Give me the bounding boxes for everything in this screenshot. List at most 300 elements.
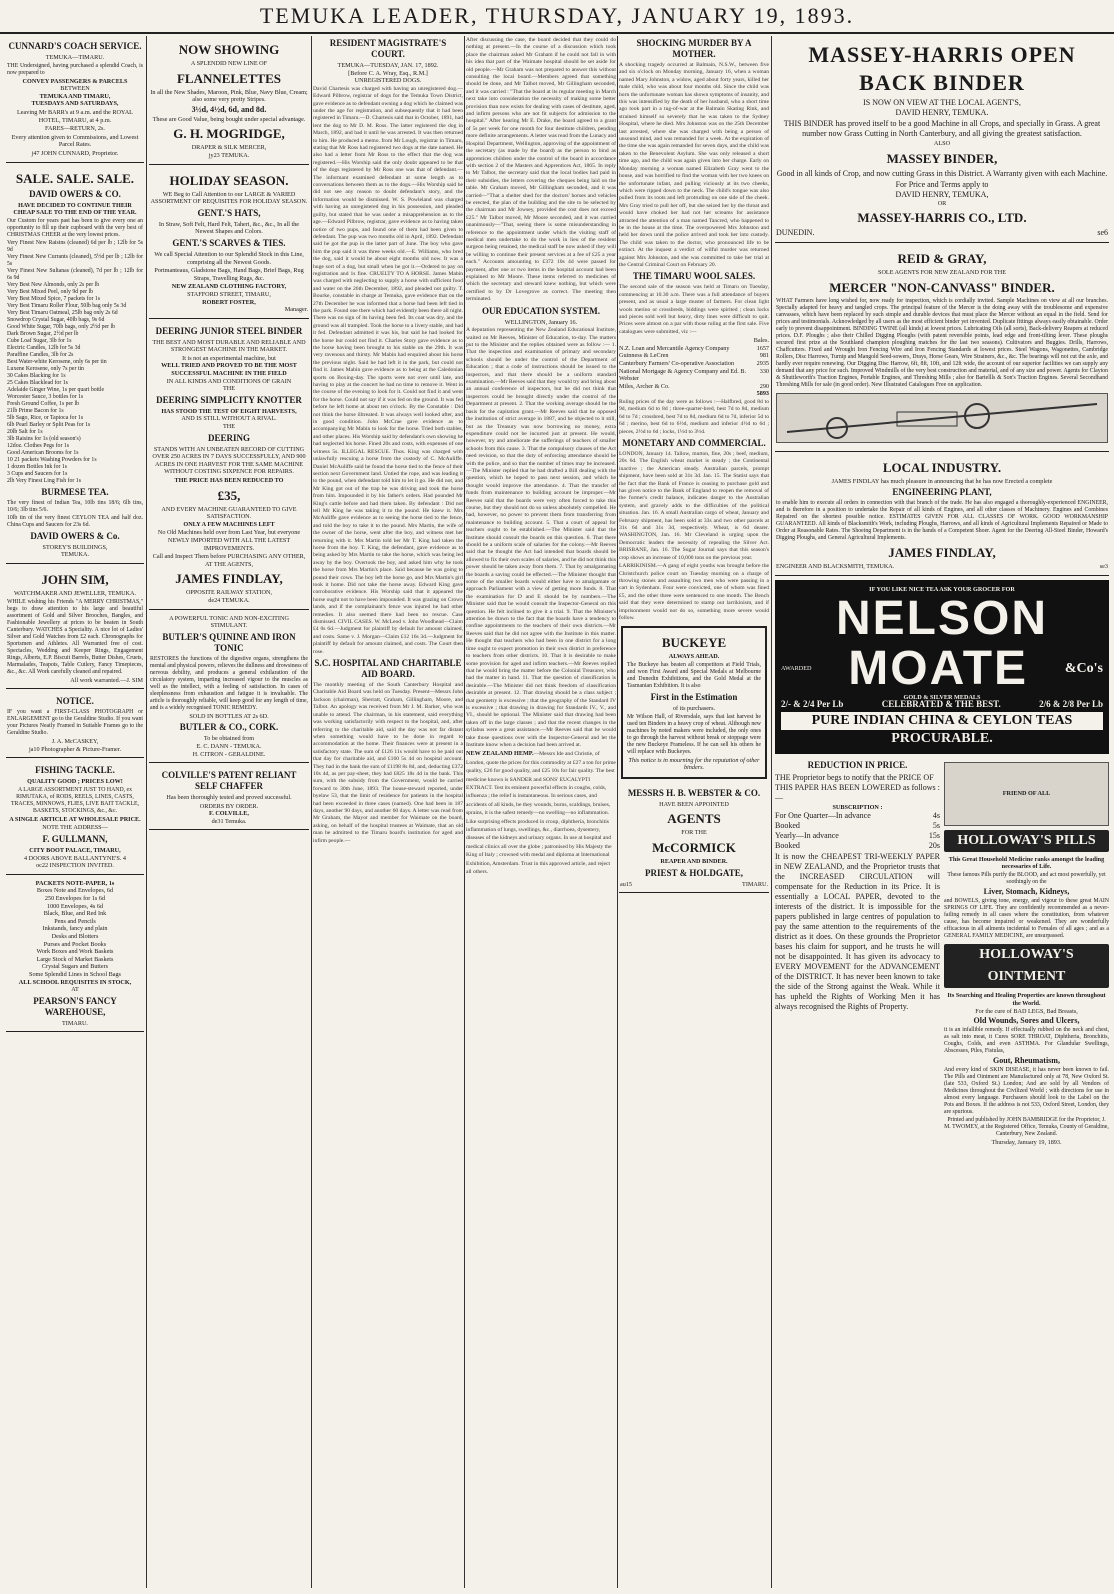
list-item: Pens and Pencils <box>54 917 96 925</box>
list-item: Very Finest New Sultanas (cleaned), 7d per lb ; 12lb for 6s 9d <box>7 267 143 281</box>
ad-body: These famous Pills purify the BLOOD, and act most powerfully, yet soothingly on the <box>947 871 1106 885</box>
ad-title: HOLLOWAY'S OINTMENT <box>944 944 1109 988</box>
ad-firm: DAVID OWERS & Co. <box>30 530 120 541</box>
bottom-row <box>775 758 1109 1147</box>
ad-line: TEMUKA. <box>60 551 89 559</box>
ad-line: H. CITRON - GERALDINE. <box>192 750 266 758</box>
list-item: 21lb Prime Bacon for 1s <box>7 407 64 414</box>
table-cell: 4s <box>932 811 940 821</box>
list-item: Worcester Sauce, 3 bottles for 1s <box>7 393 84 400</box>
ad-body: Our Custom for years past has been to give every one an opportunity to fill up their cupboard with the very best of CHRISTMAS CHEER at the very lowest prices. <box>7 217 143 238</box>
list-item: Some Splendid Lines in School Bags <box>29 970 121 978</box>
friend-of-all-illustration <box>944 762 1109 826</box>
ad-local-industry <box>775 454 1109 576</box>
table-row <box>775 811 940 821</box>
table-cell: Canterbury Farmers' Co-operative Association <box>619 360 735 367</box>
ad-code: se6 <box>1097 228 1108 238</box>
ad-lead: HAVE DECIDED TO CONTINUE THEIR CHEAP SALE TO THE END OF THE YEAR. <box>13 201 137 217</box>
ad-body: STANDS WITH AN UNBEATEN RECORD OF CUTTING OVER 250 ACRES IN 7 DAYS SUCCESSFULLY, AND 900 ACRES IN ONE HARVEST FOR THE SAME MACHINE WITHOUT COSTING SIXPENCE FOR REPAIRS. <box>152 445 306 476</box>
ad-line: THE PRICE HAS BEEN REDUCED TO <box>174 477 284 484</box>
ad-title: COLVILLE'S PATENT RELIANT SELF CHAFFER <box>161 770 297 792</box>
ad-line: ROBERT FOSTER, <box>202 298 256 306</box>
binder-drawing <box>777 394 1107 442</box>
ad-line: FOR THE <box>681 829 707 837</box>
ad-body: These are Good Value, being bought under special advantage. <box>152 115 306 123</box>
ad-subtitle: DEERING SIMPLICITY KNOTTER <box>156 394 302 405</box>
ad-body: and BOWELS, giving tone, energy, and vigour to these great MAIN SPRINGS OF LIFE. They are confidently recommended as a never-failing remedy in all cases where the constitution, from whatever cause, has become impaired or weakened. They are wonderfully efficacious in all ailments incidental to Females of all ages ; and as a GENERAL FAMILY MEDICINE, are unsurpassed. <box>944 897 1109 939</box>
ad-body: THIS BINDER has proved itself to be a good Machine in all Crops, and specially in Grass. A great number now Grass Cutting in North Canterbury, and all giving the greatest satisfaction. <box>783 119 1101 138</box>
table-cell: Miles, Archer & Co. <box>619 382 670 390</box>
ad-fishing <box>6 760 144 875</box>
ad-line: TUESDAYS AND SATURDAYS, <box>31 100 119 108</box>
ad-nelson-moate <box>775 580 1109 754</box>
column-1 <box>6 36 144 1588</box>
ad-line: JAMES FINDLAY has much pleasure in announcing that he has now Erected a complete <box>831 477 1053 485</box>
ad-line: IF YOU LIKE NICE TEA ASK YOUR GROCER FOR <box>869 585 1015 593</box>
ad-line: For Price and Terms apply to <box>895 179 989 189</box>
list-item: 1000 Envelopes, 4s 6d <box>46 902 104 910</box>
ad-line: IS NOW ON VIEW AT THE LOCAL AGENT'S, <box>863 98 1021 107</box>
list-item: 12doz. Clothes Pegs for 1s <box>7 442 69 449</box>
ad-line: Leaving Mr BARR's at 9 a.m. and the ROYAL HOTEL, TIMARU, at 4 p.m. <box>17 108 133 124</box>
ad-line: FARES—RETURN, 2s. <box>45 125 105 133</box>
ad-firm: JAMES FINDLAY, <box>175 571 283 587</box>
article-body: —Messrs Ide and Christie, of London, quote the prices for this commodity at £27 a ton for prime quality, £26 for good quality, and £25 10s for fair quality. The best medicine known is SANDER and SONS' EUCALYPTI EXTRACT. Test its eminent powerful effects in coughs, colds, influenza ; the relief is instantaneous. In serious cases, and accidents of all kinds, be they wounds, burns, scaldings, bruises, sprains, it is the safest remedy—no swelling—no inflammation. Like surprising effects produced in croup, diphtheria, bronchitis inflammation of lungs, swellings, &c., diarrhoea, dysentery, diseases of the kidneys and urinary organs. In use at hospital and medical clinics all over the globe ; patronised by His Majesty the King of Italy ; crowned with medal and diploma at International Exhibition, Amsterdam. Trust in this approved article, and reject all others. <box>466 751 616 876</box>
ad-line: To be obtained from <box>203 735 255 743</box>
ad-title: NOTICE. <box>56 696 94 707</box>
list-item: 10 21 packets Washing Powders for 1s <box>7 456 97 463</box>
ad-firm: F. GULLMANN, <box>42 834 108 845</box>
table-cell: 15s <box>928 831 940 841</box>
binder-illustration <box>776 393 1108 443</box>
list-item: Purses and Pocket Books <box>43 940 107 948</box>
table-row <box>619 383 769 391</box>
imprint: Printed and published by JOHN BAMBRIDGE for the Proprietor, J. M. TWOMEY, at the Registered Office, Temuka, County of Geraldine, Canterbury, New Zealand. <box>944 1116 1109 1137</box>
ad-title: AGENTS <box>667 811 721 827</box>
ad-title: MOATE <box>848 641 1029 695</box>
column-2 <box>149 36 309 1588</box>
ad-title: FISHING TACKLE. <box>35 765 115 776</box>
ad-deering <box>149 321 309 610</box>
ad-code: se3 <box>1099 563 1108 571</box>
ad-cunnard-coach <box>6 36 144 163</box>
list-item: Paraffine Candles, 3lb for 2s <box>7 351 74 358</box>
imprint-date: Thursday, January 19, 1893. <box>991 1138 1062 1146</box>
ad-body: IF you want a FIRST-CLASS PHOTOGRAPH or ENLARGEMENT go to the Geraldine Studio. If you want your Pictures Neatly Framed in Suitable Frames go to the Geraldine Studio. <box>7 709 143 737</box>
ad-body: The Buckeye has beaten all competitors at Field Trials, and won First Award and Special Medals at Melbourne and Dunedin Exhibitions, and the Gold Medal at the Tasmanian Exhibition. It is also <box>627 661 761 689</box>
ad-line: Manager. <box>284 306 308 314</box>
ad-title: HOLLOWAY'S PILLS <box>944 830 1109 852</box>
ad-title: FLANNELETTES <box>176 70 282 86</box>
list-item: Boxes Note and Envelopes, 6d <box>36 887 114 895</box>
article-heading: OUR EDUCATION SYSTEM. <box>481 305 601 316</box>
list-item: Adelaide Ginger Wine, 1s per quart bottle <box>7 386 105 393</box>
ad-body: THE Undersigned, having purchased a splendid Coach, is now prepared to <box>7 62 143 76</box>
column-4 <box>466 36 616 1588</box>
ad-line: BETWEEN <box>60 85 90 93</box>
list-item: Very Finest New Currants (cleaned), 5½d per lb ; 12lb for 5s <box>7 253 143 267</box>
ad-line: DRAPER & SILK MERCER, <box>191 144 267 152</box>
ad-title: SALE. SALE. SALE. <box>15 170 135 186</box>
ad-line: de24 TEMUKA. <box>208 596 250 604</box>
ad-body: In Straw, Soft Felt, Hard Felt, Taheri, &c., &c., In all the Newest Shapes and Colors. <box>158 220 300 236</box>
ad-buckeye <box>621 626 767 778</box>
ad-price: 2/- & 2/4 Per Lb <box>781 699 844 710</box>
ad-line: Every attention given to Commissions, and Lowest Parcel Rates. <box>11 133 139 149</box>
ad-signature: J. A. McCASKEY, <box>51 738 99 746</box>
table-cell: N.Z. Loan and Mercantile Agency Company <box>619 344 730 352</box>
ad-body: WHILE wishing his Friends "A MERRY CHRISTMAS," begs to draw attention to his large and beautiful assortment of Gold and Silver Brooches, Bangles, and Fashionable Jewellery at prices to be beaten in South Canterbury. WATCHES a Speciality. A nice lot of Ladies' Silver and Gold Watches from £2 each. Chronographs for Sportsmen and Athletes. All Warranted free of cost. Spectacles, Wedding and Keeper Rings, Engagement Rings, Alberts, E.P. Biscuit Barrels, Butter Dishes, Cruets, Marmalades, Teapots, Table Cutlery, Fancy Timepieces, &c., &c. All Work carefully cleaned and repaired. <box>7 598 143 675</box>
ad-body: No Old Machines held over from Last Year, but everyone NEWLY IMPORTED WITH ALL THE LATEST IMPROVEMENTS. <box>157 529 301 552</box>
list-item: Fresh Ground Coffee, 1s per lb <box>7 400 80 407</box>
article-heading: RESIDENT MAGISTRATE'S COURT. <box>329 38 447 59</box>
ad-line: de31 Temuka. <box>211 817 247 825</box>
article-body: LONDON, January 14. Tallow, mutton, fine, 20s ; beef, medium, 20s 6d. The English wheat market is steady ; the Continental inactive ; the American steady. Australian parcels, prompt shipment, have been sold at 31s 3d. Jan. 15. The Statist says that the fact that the Bank of France is ceasing to purchase gold and has given notice to the Bank of England to reopen the removal of the former's credit balance, indicates danger to the Australian system, and gravely adds to the difficulties of the political situation. Jan. 16. A small Australian cargo of wheat, January and February shipment, has been sold at 33s and two other parcels at 31s 6d and 31s 3d, respectively. Wheat, is 6d dearer. WASHINGTON, Jan. 16. Mr Cleveland is urging upon the Democratic leaders the necessity of repealing the Silver Act. BRISBANE, Jan. 16. The Sugar Journal says that this season's crop shows an increase of 10,000 tons on the previous year. <box>619 451 769 561</box>
ad-subtitle: SUBSCRIPTION : <box>832 803 883 811</box>
list-item: Crystal Sugars and Butters <box>41 963 109 971</box>
list-item: Good White Sugar, 70lb bags, only 2½d per lb <box>7 323 116 330</box>
ad-line: SOLE AGENTS FOR NEW ZEALAND FOR THE <box>878 269 1006 277</box>
ad-firm: BUTLER & CO., CORK. <box>179 722 279 733</box>
list-item: Very Best Mixed Peel, only 9d per lb <box>7 288 93 295</box>
ad-line: OPPOSITE RAILWAY STATION, <box>185 589 273 597</box>
ad-title: MASSEY BINDER, <box>886 150 998 166</box>
ad-line: SOLD IN BOTTLES AT 2s 6D. <box>189 712 269 720</box>
ad-line: A POWERFUL TONIC AND NON-EXCITING STIMULANT. <box>169 614 289 630</box>
ad-line: AND EVERY MACHINE GUARANTEED TO GIVE SATISFACTION. <box>161 505 297 521</box>
ad-line: THE <box>222 385 236 393</box>
ad-body: The very finest of Indian Tea, 10lb tins 18/6; 6lb tins, 10/6; 3lb tins 5/6. <box>7 499 143 513</box>
ad-line: A SINGLE ARTICLE AT WHOLESALE PRICE. <box>9 815 141 823</box>
ad-body: WHAT Farmers have long wished for, now ready for inspection, which is cordially invited. Sample Machines on view at all our branches. Specially adapted for heavy and tangled crops. The principal feature of the Mercer is the doing away with the troublesome and expensive canvasses, which have been replaced by such simple and durable devices that must place the Mercer without an equal in the field. Send for prices and testimonials. Acknowledged by all users as the most efficient binder yet invented. Duplicate fittings always easily obtainable. Order early to prevent disappointment. BINDING TWINE (all kinds) at lowest prices. Lubricating Oils (all sorts), Back-delivery Reapers at reduced prices. D.F. Ploughs ; also their Chilled Digging Ploughs (with patent reversible points, lead edge and front-tilting lever. These ploughs secured first prize at the Southland champion ploughing matches for the last two seasons). Cultivators and Buggies. Drills, Harrows, Chaffcutters. Fixed and Wrought Iron Fencing Wire and Iron Fencing Standards at lowest prices. Steel Wagons, Wagonettes, Cambridge Rollers, Disc Harrows, Turnip and Mangold Seed-sowers, Drays, Horse Gears, Wire Strainers, &c., &c. The bearings will not cut the axle, and hardly ever require renewing. Our Digging Disc Harrow, 6ft, 8ft, 10ft, and 12ft wide, the account of our superior facilities we can supply any demand that any price for such. Improved Windmills of the very best construction and material, and of any size and power. Agents for Clayton & Shuttleworth's Traction Engines, Portable Engines, and Threshing Mills ; also for Bartellls & Son's Traction Engines. Several Secondhand Threshing Mills for sale (in good order). New Illustrated Catalogues Free on application. <box>776 297 1108 388</box>
list-item: Good American Brooms for 1s <box>7 449 79 456</box>
table-cell: For One Quarter—In advance <box>775 811 871 821</box>
table-cell: Yearly—In advance <box>775 831 839 841</box>
ad-body: In all the New Shades, Maroon, Pink, Blue, Navy Blue, Cream; also some very pretty Stripes. <box>150 88 308 104</box>
ad-line: GOLD & SILVER MEDALS <box>903 693 981 701</box>
list-item: Dark Brown Sugar, 2½d per lb <box>7 330 79 337</box>
ad-sale <box>6 165 144 564</box>
ad-price: 2/6 & 2/8 Per Lb <box>1039 699 1103 710</box>
table-total: 5893 <box>756 390 769 398</box>
ad-line: For the cure of BAD LEGS, Bad Breasts, <box>975 1008 1078 1016</box>
list-item: 250 Envelopes for 1s 6d <box>44 895 106 903</box>
ad-title: HOLIDAY SEASON. <box>169 172 289 188</box>
ad-line: 4 DOORS ABOVE BALLANTYNE'S. 4 <box>23 854 126 862</box>
column-rule <box>311 36 312 1588</box>
ad-firm: PRIEST & HOLDGATE, <box>645 867 743 878</box>
list-item: Inkstands, fancy and plain <box>42 925 108 933</box>
ad-body: Call and Inspect Them before PURCHASING ANY OTHER, AT THE AGENTS, <box>152 553 306 568</box>
table-cell: Booked <box>775 821 800 831</box>
table-cell: 5s <box>932 821 940 831</box>
ad-subtitle: TEMUKA—TIMARU. <box>45 54 105 61</box>
table-row <box>775 831 940 841</box>
ad-subtitle: WATCHMAKER AND JEWELLER, TEMUKA. <box>13 589 137 597</box>
list-item: Very Best New Almonds, only 2s per lb <box>7 281 100 288</box>
ad-webster <box>619 783 769 893</box>
ad-line: WELL TRIED AND PROVED TO BE THE MOST SUCCESSFUL MACHINE IN THE FIELD <box>161 362 297 378</box>
ad-subtitle: QUALITY GOOD ; PRICES LOW! <box>27 778 123 786</box>
ad-firm: MASSEY-HARRIS CO., LTD. <box>857 210 1027 226</box>
list-item: Snowdrop Crystal Sugar, 40lb bags, 9s 6d <box>7 316 105 323</box>
column-rule <box>464 36 465 1588</box>
ad-title: BACK BINDER <box>859 70 1025 95</box>
ad-banner: FRIEND OF ALL <box>1002 789 1051 797</box>
list-item: Best Water-white Kerosene, only 6s per tin <box>7 358 107 365</box>
ad-line: DAVID HENRY, TEMUKA, <box>895 189 989 199</box>
ad-subtitle: First in the Estimation <box>650 691 738 702</box>
column-6 <box>775 36 1109 1588</box>
list-item: Desks and Blotters <box>51 933 99 940</box>
ad-body: Has been thoroughly tested and proved successful. <box>166 794 292 802</box>
ad-line: HAS STOOD THE TEST OF EIGHT HARVESTS, <box>161 407 297 415</box>
ad-title: CUNNARD'S COACH SERVICE. <box>8 41 142 51</box>
ad-lead: Its Searching and Healing Properties are known throughout the World. <box>947 991 1106 1007</box>
ad-line: A SPLENDID NEW LINE OF <box>190 60 268 67</box>
article-dateline: WELLINGTON, January 16. <box>504 318 578 326</box>
ad-line: HAVE BEEN APPOINTED <box>659 800 729 808</box>
list-item: Luxene Kerosene, only 7s per tin <box>7 365 84 372</box>
ad-line: TIMARU. <box>62 1019 88 1027</box>
masthead: TEMUKA LEADER, THURSDAY, JANUARY 19, 1893. <box>0 0 1114 34</box>
table-row <box>619 352 769 360</box>
ad-reid-gray <box>775 245 1109 452</box>
list-item: 3lb Raisins for 1s (old season's) <box>7 435 81 442</box>
ad-line: STOREY'S BUILDINGS, <box>42 543 108 551</box>
ad-line: OR <box>937 199 947 207</box>
ad-lead: This Great Household Medicine ranks amongst the leading necessaries of Life. <box>948 855 1105 871</box>
ad-firm: F. COLVILLE, <box>209 810 249 818</box>
ad-signature: All work warranted.—J. SIM <box>70 676 143 684</box>
ad-body: WE Beg to Call Attention to our LARGE & VARIED ASSORTMENT OF REQUISITES FOR HOLIDAY SEASON. <box>150 190 308 206</box>
ad-colville <box>149 765 309 830</box>
ad-title: NOW SHOWING <box>178 42 280 57</box>
table-cell: Booked <box>775 841 800 851</box>
ad-signature: ja10 Photographer & Picture-Framer. <box>28 745 122 753</box>
article-heading: SHOCKING MURDER BY A MOTHER. <box>636 38 752 59</box>
ad-line: PURE INDIAN CHINA & CEYLON TEAS <box>781 712 1103 730</box>
list-item: Cube Loaf Sugar, 3lb for 1s <box>7 337 72 344</box>
article-body: A shocking tragedy occurred at Balmain, N.S.W., between five and six o'clock on Monday morning, January 16, when a woman named Mary Johnston, a widow, aged about forty years, killed her male child, who was about four months old. Since the child was born the unfortunate woman has shown symptoms of insanity, and this was intensified by the death of her husband, who a short time ago took part in a tug-of-war at the Balmain Skating Rink, and strained himself so severely that he was taken to the Sydney Hospital, where he died. Mrs Johnston was on the 25th December last arrested, where she was charged with being a person of unsound mind, and was remanded for a week. At the expiration of the time she was again remanded for seven days, and the child was taken to the Benevolent Asylum. She was only released a short time ago, and the child was again given into her charge. Early on Monday morning a woman named Elizabeth Gray went to the house, and was horrified to find the woman with her two knees on the unfortunate infant, and pulling viciously at its two cheeks, which were ripped down to the neck. The child's tongue was also pulled from its roots and left protruding on one side of the cheek. Mrs Gray tried to pull her off, but she seized her by the throat and would have choked her had not her screams for assistance attracted the attention of a man named Tancred, who happened to be in the house at the time. The overpowered Mrs Johnston and held her down until the police arrived and took her into custody. The child was taken to the doctor, who pronounced life to be extinct. At the inquest a verdict of wilful murder was returned against Mrs Johnston, and she was committed to take her trial at the Central Criminal Court on February 20. <box>619 62 769 268</box>
column-5 <box>619 36 769 1588</box>
list-item: Very Best Mixed Spice, 7 packets for 1s <box>7 295 101 302</box>
ad-line: jy23 TEMUKA. <box>208 151 250 159</box>
column-3 <box>313 36 463 1588</box>
table-row <box>619 360 769 368</box>
ad-line: CITY BOOT PALACE, TIMARU, <box>29 847 121 855</box>
list-item: Large Stock of Market Baskets <box>36 955 114 963</box>
list-item: 25 Cakes Blacklead for 1s <box>7 379 68 386</box>
article-body: The monthly meeting of the South Canterbury Hospital and Charitable Aid Board was held on Tuesday. Present—Messrs John Jackson (chairman), Sherratt, Graham, Gillingham, Moore, and Talbot. An apology was received from Mr J. M. Barker, who was unable to attend. The chairman, in his statement, said everything was working satisfactorily with respect to the hospital, and, after referring to the charitable aid, said the day was not far distant when something would have to be done in regard to accommodation at the home. Their finances were at present in a satisfactory state. The sum of £126 11s would have to be paid out that day for charitable aid, and £160 5s 4d on hospital account. They had in the bank the sum of £1198 8s 8d, and, deducting £372 10s 4d, as per pay-sheet, they had £825 18s 4d in the bank. This sum, with the subsidy from the Government, would be carried forward to 30th June, 1893. The house-steward reported, under byelaw 53, that the limit of residence for patients in the hospital had been exceeded in three cases (named). One had been in 187 days, another 90 days, and another 60 days. A letter was read from Mr Graham, the Mayor and member for Waimate on the board, asking, on behalf of the hospital trustees at Waimate, that an old man be admitted to the Timaru board's institution for aged and infirm people.— <box>313 682 463 844</box>
table-row <box>775 821 940 831</box>
table-cell: Guinness & LeCren <box>619 352 669 360</box>
ad-body: It is now the CHEAPEST TRI-WEEKLY PAPER in NEW ZEALAND, and the Proprietor trusts that the INCREASED CIRCULATION will compensate for the Reduction in its Price. It is essentially a LOCAL PAPER, devoted to the interests of the district. It is impossible for the papers published in large centres of population to pay the same attention to the requirements of the district as it does. On these grounds the Proprietor bases his claim for support, and he trusts he will not be disappointed. It has given its advocacy to EVERY MOVEMENT for the ADVANCEMENT of the DISTRICT. It has never been known to take the side of the Strong against the Weak. While it has upheld the Rights of Working Men it has always recognised the Rights of Property. <box>775 852 940 1012</box>
ad-line: TEMUKA AND TIMARU, <box>39 92 111 100</box>
ad-subtitle: GENT.'S HATS, <box>197 207 261 218</box>
article-body: A deputation representing the New Zealand Educational Institute, waited on Mr Reeves, Minister of Education, to-day. The matters put to the Minister and the replies obtained were as follow :— 1. That the inspection and examination of primary and secondary schools should be under the control of the Department of Education ; that a code of instructions should be issued to the inspectors, and that there should be a uniform standard examination.—Mr Reeves said that they would try and bring about an annual conference of inspectors, but he did not think that inspectors could be brought directly under the control of the Department at present. 2. That the working average should be the basis for the capitation grant.—Mr Reeves said that he opposed the institution of strict average in 1887, and he objected to it still, but as the Treasury was now borrowing no money, extra expenditure could not be incurred just at present. He would, however, try and ameliorate the sufferings of teachers of smaller schools from this cause. 3. That the compulsory clauses of the Act need revision, so that the duty of enforcing attendance should be with the police, and so that the number of times may be increased.—The Minister replied that he had drafted a Bill dealing with the question, which he hoped to pass next session, and which he thought would improve the attendance. 4. That the transfer of funds from maintenance to building account be improper.—Mr Reeves said that the boards were very often forced to take this course, but they should not do so unless absolutely compelled. He had, however, no power to prevent them from transferring from maintenance to building account. 5. That a court of appeal for teachers ought to be established.—The Minister said that the Institute should consult the boards on this question. 6. That there should be a uniform scale of salaries for the colony.—Mr Reeves said that he thought the Act had intended that boards should be allowed to fix their own scales of salaries, and he did not think this power should be taken away from them. 7. That by amalgamating the boards a saving could be effected.—The Minister thought that some of the smaller boards would either have to amalgamate or approach Parliament with a view of getting more funds. 8. That the examination for D and E should be by numbers.—The Minister said that he would consult the Inspector-General on this question. He felt inclined to give it a trial. 9. That the Minister's attention be drawn to the fact that the boards have a tendency to confine appointments to the teachers of their own districts.—Mr Reeves said that he did not agree with the Institute in this matter. He thought that teachers who had been in one district for a long time ought to expect promotion in their own district in preference to teachers from other districts. 10. That it is desirable to make some provision for aged and infirm teachers.—Mr Reeves replied that he would bring the matter before the Colonial Treasurer, who had the matter in hand. 11. That the question of classification is desirable.—The Minister did not think freedom of classification desirable at present. 12. That drawing should be a class subject ; that geometry is excessive ; that the geography of the Standard IV is excessive ; that drawing in drawing for Standards IV., V., and VI., should be optional. The Minister said that drawing had been taken off in the large classes ; and that the recent changes in the syllabus were a great assistance.—Mr Reeves said that he would take those questions over with the Inspector-General and let the Institute know when a decision had been arrived at. <box>466 327 616 748</box>
ad-line: STAFFORD STREET, TIMARU, <box>187 290 271 298</box>
article-heading: MONETARY AND COMMERCIAL. <box>622 438 766 448</box>
ad-title: MERCER "NON-CANVASS" BINDER. <box>829 279 1055 295</box>
ad-signature: j47 JOHN CUNNARD, Proprietor. <box>31 149 119 157</box>
ad-line: E. C. DANN - TEMUKA. <box>196 742 262 750</box>
ad-subtitle: BURMESE TEA. <box>41 486 109 497</box>
ad-line: of its purchasers. <box>672 704 716 712</box>
ad-line: DAVID HENRY, TEMUKA. <box>895 108 989 117</box>
ad-line: PROCURABLE. <box>891 730 993 746</box>
ad-line: IN ALL KINDS AND CONDITIONS OF GRAIN <box>166 377 292 385</box>
list-item: 1 dozen Bottles Ink for 1s <box>7 463 68 470</box>
article-heading: THE TIMARU WOOL SALES. <box>632 271 756 282</box>
ad-john-sim <box>6 566 144 689</box>
ad-title: LOCAL INDUSTRY. <box>882 459 1002 475</box>
ad-line: &Co's <box>1064 660 1103 676</box>
table-header: Bales. <box>753 337 769 345</box>
ad-line: ONLY A FEW MACHINES LEFT <box>183 520 275 528</box>
ad-firm: PEARSON'S FANCY WAREHOUSE, <box>33 995 117 1017</box>
list-item: Black, Blue, and Red Ink <box>43 910 107 918</box>
ad-title: REDUCTION IN PRICE. <box>807 759 908 770</box>
ad-firm: REID & GRAY, <box>897 251 987 267</box>
ad-subtitle: ALWAYS AHEAD. <box>668 653 720 661</box>
article-body: The second sale of the season was held at Timaru on Tuesday, commencing at 10.30 a.m. There was a full attendance of buyers present, and as usual a large muster of farmers. For clean light wools merino or crossbreds, biddings were spirited ; clean locks and pieces sold well but heavy, dirty lines were difficult to quit. Prices were almost on a par with those ruling at the first sale. Five catalogues were submitted, viz :— <box>619 284 769 335</box>
ad-notice <box>6 691 144 758</box>
column-rule <box>617 36 618 1588</box>
ad-line: ORDERS BY ORDER. <box>199 802 259 810</box>
ad-title: PACKETS NOTE-PAPER, 1s <box>35 879 115 887</box>
ad-firm: JAMES FINDLAY, <box>888 545 996 561</box>
ad-body: Good in all kinds of Crop, and now cutting Grass in this District. A Warranty given with each Machine. <box>776 168 1108 178</box>
ad-body: Mr Wilson Hall, of Riversdale, says that last harvest he used ten Binders in a heavy crop of wheat. Although new machines by noted makers were included, the only ones to go through the harvest without break or stoppage were the new Buckeye Frameless. If he can sell his others he will replace with Buckeyes. <box>627 713 761 755</box>
ad-code: au15 <box>620 880 633 888</box>
ad-pearson <box>6 877 144 1033</box>
table-cell: 981 <box>759 352 769 360</box>
ad-title: MASSEY-HARRIS OPEN <box>808 42 1076 67</box>
ad-subtitle: DEERING <box>207 432 250 443</box>
list-item: Very Finest New Raisins (cleaned) 6d per lb ; 12lb for 5s 9d <box>7 239 143 253</box>
ad-title: DEERING JUNIOR STEEL BINDER <box>155 325 303 336</box>
subscription-table <box>775 811 940 851</box>
ad-body: Portmanteaus, Gladstone Bags, Hand Bags, Brief Bags, Rug Straps, Travelling Rugs, &c. <box>154 267 304 282</box>
table-row <box>619 345 769 353</box>
table-cell: National Mortgage & Agency Company and Ed. B. Webster <box>619 367 746 383</box>
list-item: 20lb Salt for 1s <box>7 428 43 435</box>
article-subheading: NEW ZEALAND HEMP. <box>466 750 534 758</box>
ad-subtitle: ENGINEERING PLANT, <box>892 487 992 498</box>
list-item: 5lb Sago, Rice, or Tapioca for 1s <box>7 414 84 421</box>
ad-title: MESSRS H. B. WEBSTER & CO. <box>627 787 761 798</box>
table-cell: 290 <box>759 382 769 390</box>
article-dateline: TEMUKA—TUESDAY, JAN. 17, 1892. <box>337 62 439 69</box>
ad-body: THE Proprietor begs to notify that the PRICE OF THIS PAPER HAS BEEN LOWERED as follows :— <box>775 772 940 802</box>
list-item: Work Boxes and Work Baskets <box>36 948 114 956</box>
ad-title: JOHN SIM, <box>41 571 109 587</box>
article-line: [Before C. A. Wray, Esq., R.M.] <box>348 69 428 77</box>
ad-line: oc22 INSPECTION INVITED. <box>36 862 114 870</box>
list-item: Very Best Timaru Roller Flour, 50lb bag only 5s 3d <box>7 302 127 309</box>
ad-line: Liver, Stomach, Kidneys, <box>983 886 1070 896</box>
table-cell: 2935 <box>756 360 769 367</box>
ad-firm: DAVID OWERS & CO. <box>29 188 121 199</box>
table-cell: 330 <box>759 367 769 375</box>
list-item: Electric Candles, 12lb for 5s 3d <box>7 344 81 351</box>
ad-prices: 3½d, 4½d, 6d, and 8d. <box>191 104 267 114</box>
list-item: 2lb Very Finest Ling Fish for 1s <box>7 477 81 484</box>
ad-subtitle: GENT.'S SCARVES & TIES. <box>172 237 286 248</box>
article-body: David Chartesis was charged with having an unregistered dog.—Edward Pilbrow, registrar of dogs for the Temuka Town District, gave evidence as to defendant owning a dog which he claimed was under the age for registration, and subsequently that it had been registered in Timaru.—D. Chartesis said that in October, 1891, had lent the dog to Mr D. M. Ross. The latter registered the dog in March, 1892, and had it until he was arrested. It was then returned to him. He produced a memo. from Mr Lough, registrar in Timaru, stating that Mr Ross had registered two dogs at the date named. He also had a letter from Mr Ross to the effect that the dog was registered.—His Worship said the only doubt appeared to be that of the dogs registered by Mr Ross one was that of defendant.—The informant examined defendant at some length as to conversations between them as to the dogs.—His Worship said he did not see any reason to doubt defendant's story, and the information would be dismissed. W. S. Powleland was charged with having an unregistered dog in his possession, and pleaded guilty, but stated that he was under a misapprehension as to the age.—Edward Pilbrow, registrar, gave evidence as to having taken notice of two pups, and found one of them had been given to defendant. The pup was two months old in April, 1892. Defendant said he got the pup in the latter part of June. The boy who gave him the pup said it was three weeks old.—E. Williams, who bred the dog, said it would be about eight months old now. It was a huge sort of a dog, but small when he got it.—Ordered to pay on registration and 1s fine. CRUELTY TO A HORSE. James Mabin was charged with neglecting to supply a horse with sufficient food and water on the 26th December, 1892, and pleaded not guilty. T. Bourke, constable in charge at Temuka, gave evidence that on the 27th December he was informed that a horse had been left tied in the park. Found one there which had evidently been there all night. There was no sign of its having been fed. Its coat was dry, and the ground was all trampled. Took the horse to a livery stable, and had it fed. Defendant admitted it was his, but said he had looked for the horse but could not find it. Charles Story gave evidence as to the horse having been brought to his stable on the 29th. It was very ravenous and thirsty. Mr Mabin had enquired about his horse the previous night. Said he had left it in the park, but could not find it. James Mabin gave evidence as to being at the Caledonian sports on Boxing-day. The sports were not over until late, and having to play at the concert he had no time to remove it. Went in the course of the evening to look for it. Could not find it and went for the horse. Could not say if it was fed on the ground. It was fed before he left home at about ten o'clock. By the Constable : Did not think the horse illtreated. It was always well looked after, and in good condition. John McCrae gave evidence as to accompanying Mr Mabin to look for the horse. Tried both stables, and other places. His Worship said by defendant's own showing he had neglected his horse. Fined 20s and costs, with expenses of one witness 5s. ILLEGAL RESCUE. Thos. King was charged with unlawfully rescuing a horse from the custody of C. McAuliffe. Daniel McAuliffe said he found the horse tied to the fence of their section next Government land. Untied the rope, and was leading it to the pound, when defendant told him to let it go. He did not, and Mr King got out of the trap he was driving and took the horse from him. Impounded it by his father's orders. Had pounded Mr King's cattle before and had them taken. By defendant : Did not tell Mr King he was taking it to the pound. He knew it. Mrs McAuliffe gave evidence as to seeing the horse tied to the fence, and told the boy to take it to the pound. Mrs Martin, the wife of the owner of the horse, went after the boy, and witness met her returning with it. Mrs Martin told her Mr T. King had taken the horse from the boy. T. King, the defendant, gave evidence as to being asked by Mrs Martin to take the horse, which was being led away by the boy. Overtook the boy, and asked him why he took the horse from Mrs Martin's place. Said because he was going to pound their cows. The boy left the horse go, and Mrs Martin's girl took it home. Did not take the horse away. Edward King gave corroborative evidence. His Worship said that it appeared the horse ought not to have been impounded. It was grazing on Crown lands, and if the complainant's fence was injured he had other remedies. It also seemed there had been no rescue. Case dismissed. CIVIL CASES. W. McLeod v. John Woodhead—Claim £4 0s 6d.—Judgment for plaintiff by default for amount claimed, and costs. Same v. J. Morgan—Claim £12 16s 3d.—Judgment for plaintiff by default for amount claimed, and costs. The Court then rose. <box>313 85 463 655</box>
ad-line: AWARDED <box>781 664 812 672</box>
ad-butler-tonic <box>149 612 309 764</box>
ad-line: THE <box>222 423 236 431</box>
ad-line: It is not an experimental machine, but <box>182 354 276 362</box>
column-rule <box>146 36 147 1588</box>
ad-reduction <box>775 758 940 1147</box>
ad-line: Gout, Rheumatism, <box>993 1055 1060 1065</box>
list-item: 30 Cakes Blacking for 1s <box>7 372 66 379</box>
ad-title: NELSON <box>835 591 1048 645</box>
ad-body: to enable him to execute all orders in connection with that branch of the trade. He has also engaged a thoroughly-experienced ENGINEER, and is therefore in a position to undertake the Repair of all kinds of Engines, and all other classes of Machinery. Engines and Combines Repaired on the shortest possible notice. ESTIMATES GIVEN FOR ALL CLASSES OF WORK. GOOD WORKMANSHIP GUARANTEED. All kinds of Blacksmith's Work, including Ploughs, Harrows, and all kinds of Agricultural Implements Repaired or Made to Order at Reasonable Rates. The Shoeing Department is in the hands of a Competent Shoer. Agent for the Deering All-Steel Binder, Howard's Digging Ploughs, and General Agricultural Implements. <box>776 500 1108 542</box>
article-heading: S.C. HOSPITAL AND CHARITABLE AID BOARD. <box>314 658 462 680</box>
ad-line: Old Wounds, Sores and Ulcers, <box>973 1015 1080 1025</box>
ad-holloway <box>944 758 1109 1147</box>
list-item: 6lb Pearl Barley or Split Peas for 1s <box>7 421 91 428</box>
ad-line: TIMARU. <box>742 880 768 888</box>
ad-title: BUCKEYE <box>661 635 727 651</box>
ad-line: CONVEY PASSENGERS & PARCELS <box>22 77 128 85</box>
ad-holiday <box>149 167 309 319</box>
ad-price: £35, <box>217 487 241 503</box>
article-body: Ruling prices of the day were as follows :—Halfbred, good 8d to 9d, medium 6d to 8d ; three-quarter-bred, best 7d to 8d, medium 6d to 7d ; crossbred, best 7d to 8d, medium 6d to 7d, inferior 5d to 6d ; merino, best 6d to 6½d, medium and inferior 4½d to 6d ; pieces, 2½d to 6d ; locks, 1½d to 3½d. <box>619 398 769 435</box>
article-subheading: UNREGISTERED DOGS. <box>354 77 422 85</box>
ad-massey-harris <box>775 36 1109 243</box>
article-body: After discussing the case, the board decided that they could do nothing at present.—In the course of a discussion which took place the chairman asked Mr Graham if he could not fall in with his idea that part of the Waimate hospital should be set aside for old people.—Mr Graham was not prepared to answer this without consulting the local board.—Members agreed that something should be done, and Mr Talbot moved, Mr Gillingham seconded, and it was carried : "That the board at its regular meeting in March next take into consideration the necessity of making some better provision than now exists for dealing with cases of destitute, aged, and infirm persons who are not fit subjects for admission to the hospital." After hearing Mr E. Drake, the board agreed to a grant of 5s per week for one month for four destitute children, pending more definite arrangements. A letter was read from the Lunacy and Hospital Department, Wellington, approving of the appointment of the secretary (as made by the board) as the person to bind as apprentices children under the control of the board in accordance with section 2 of the Masters and Apprentices Act, 1865. In reply to Mr Talbot, the secretary said that the local bodies had paid in their subsidies, the letters covering the cheques being laid on the table. Mr Graham moved, Mr Gillingham seconded, and it was carried—"That a shelter shed for the doctors' horses and vehicles be erected, the plan of the building and the site to be selected by the chairman and Mr Jowsey, provided the cost does not exceed £25." Mr Talbot moved, Mr Moore seconded, and it was carried unanimously—"That, seeing there is some misunderstanding in reference to the appointment under which the visiting staff of medical men undertake to do the work in lieu of the resident surgeon being retained, the medical staff be now asked if they will be willing to continue their present services at a fee of £25 a year each." Accounts amounting to £372 10s 4d were passed for payment, after one or two items in the hospital account had been explained to Mr Moore. These items referred to medicines of which the secretary and steward knew nothing, but which were certified to by Dr Lovegrove as correct. The meeting then terminated. <box>466 37 616 303</box>
ad-body: 10lb tin of the very finest CEYLON TEA and half doz. China Cups and Saucers for 23s 6d. <box>7 514 143 528</box>
ad-line: ALL SCHOOL REQUISITES IN STOCK, <box>18 978 132 986</box>
ad-title: McCORMICK <box>652 839 736 855</box>
column-rule <box>771 36 772 1588</box>
ad-line: NOTE THE ADDRESS— <box>42 824 108 832</box>
table-row <box>775 841 940 851</box>
ad-title: BUTLER'S QUININE AND IRON TONIC <box>162 631 296 653</box>
table-row <box>619 368 769 383</box>
table-cell: 1657 <box>756 344 769 352</box>
ad-body: THE BEST AND MOST DURABLE AND RELIABLE AND STRONGEST MACHINE IN THE MARKET. <box>152 338 306 354</box>
list-item: 3 Cups and Saucers for 1s <box>7 470 68 477</box>
ad-line: ALSO <box>933 140 951 147</box>
ad-line: REAPER AND BINDER. <box>660 857 728 865</box>
item-list <box>7 887 143 978</box>
ad-note: This notice is in mourning for the reputation of other binders. <box>628 756 760 772</box>
ad-line: DUNEDIN. <box>776 228 815 238</box>
ad-firm: G. H. MOGRIDGE, <box>173 126 285 142</box>
table-cell: 20s <box>928 841 940 851</box>
ad-body: RESTORES the functions of the digestive organs, strengthens the mental and physical powers, relieves the dullness and drowsiness of nervous debility, and produces a general exhilaration of the circulatory system, imparting increased vigour to the muscles as well as the intellect, with a feeling of satisfaction. In cases of sleeplessness from exhaustion and fatigue it is invaluable. The article is thoroughly reliable, will keep good for any length of time, and is a widely recognised TONIC REMEDY. <box>150 655 308 711</box>
ad-line: ENGINEER AND BLACKSMITH, TEMUKA. <box>776 563 895 571</box>
article-body: LARRIKINISM.—A gang of eight youths was brought before the Christchurch police court on Tuesday morning on a charge of throwing stones and assaulting two men who were passing in a cart in Sydenham. Four were convicted, one of whom was fined £5, and the other three were sentenced to one month. The Bench said that they were determined to stamp out larrikinism, and if imprisonment would not do so, something more severe would follow. <box>619 563 769 621</box>
ad-line: CELEBRATED & THE BEST. <box>881 699 1001 710</box>
ad-mogridge <box>149 36 309 165</box>
ad-body: A LARGE ASSORTMENT JUST TO HAND, ex RIMUTAKA, of RODS, REELS, LINES, CASTS, TRACES, MINNOWS, FLIES, LIVE BAIT TACKLE, BASKETS, STOCKINGS, &c., &c. <box>11 786 139 814</box>
ad-body: And every kind of SKIN DISEASE, it has never been known to fail. The Pills and Ointment are Manufactured only at 78, New Oxford St. (late 533, Oxford St.) London; And are sold by all Vendors of Medicines throughout the Civilized World ; with directions for use in almost every language. Purchasers should look to the Label on the Pots and Boxes. If the address is not 533, Oxford Street, London, they are spurious. <box>944 1066 1109 1115</box>
ad-line: AT <box>71 986 79 994</box>
ad-body: it is an infallible remedy. If effectually rubbed on the neck and chest, as salt into meat, it Cures SORE THROAT, Diphtheria, Bronchitis, Coughs, Colds, and even ASTHMA. For Glandular Swellings, Abscesses, Piles, Fistulas, <box>944 1026 1109 1054</box>
ad-line: AND IS STILL WITHOUT A RIVAL. <box>181 415 277 423</box>
list-item: Very Best Timaru Oatmeal, 25lb bag only 2s 6d <box>7 309 118 316</box>
ad-body: We call Special Attention to our Splendid Stock in this Line, comprising all the Newest Goods. <box>154 250 304 266</box>
price-list <box>7 240 143 485</box>
bales-table <box>619 345 769 391</box>
